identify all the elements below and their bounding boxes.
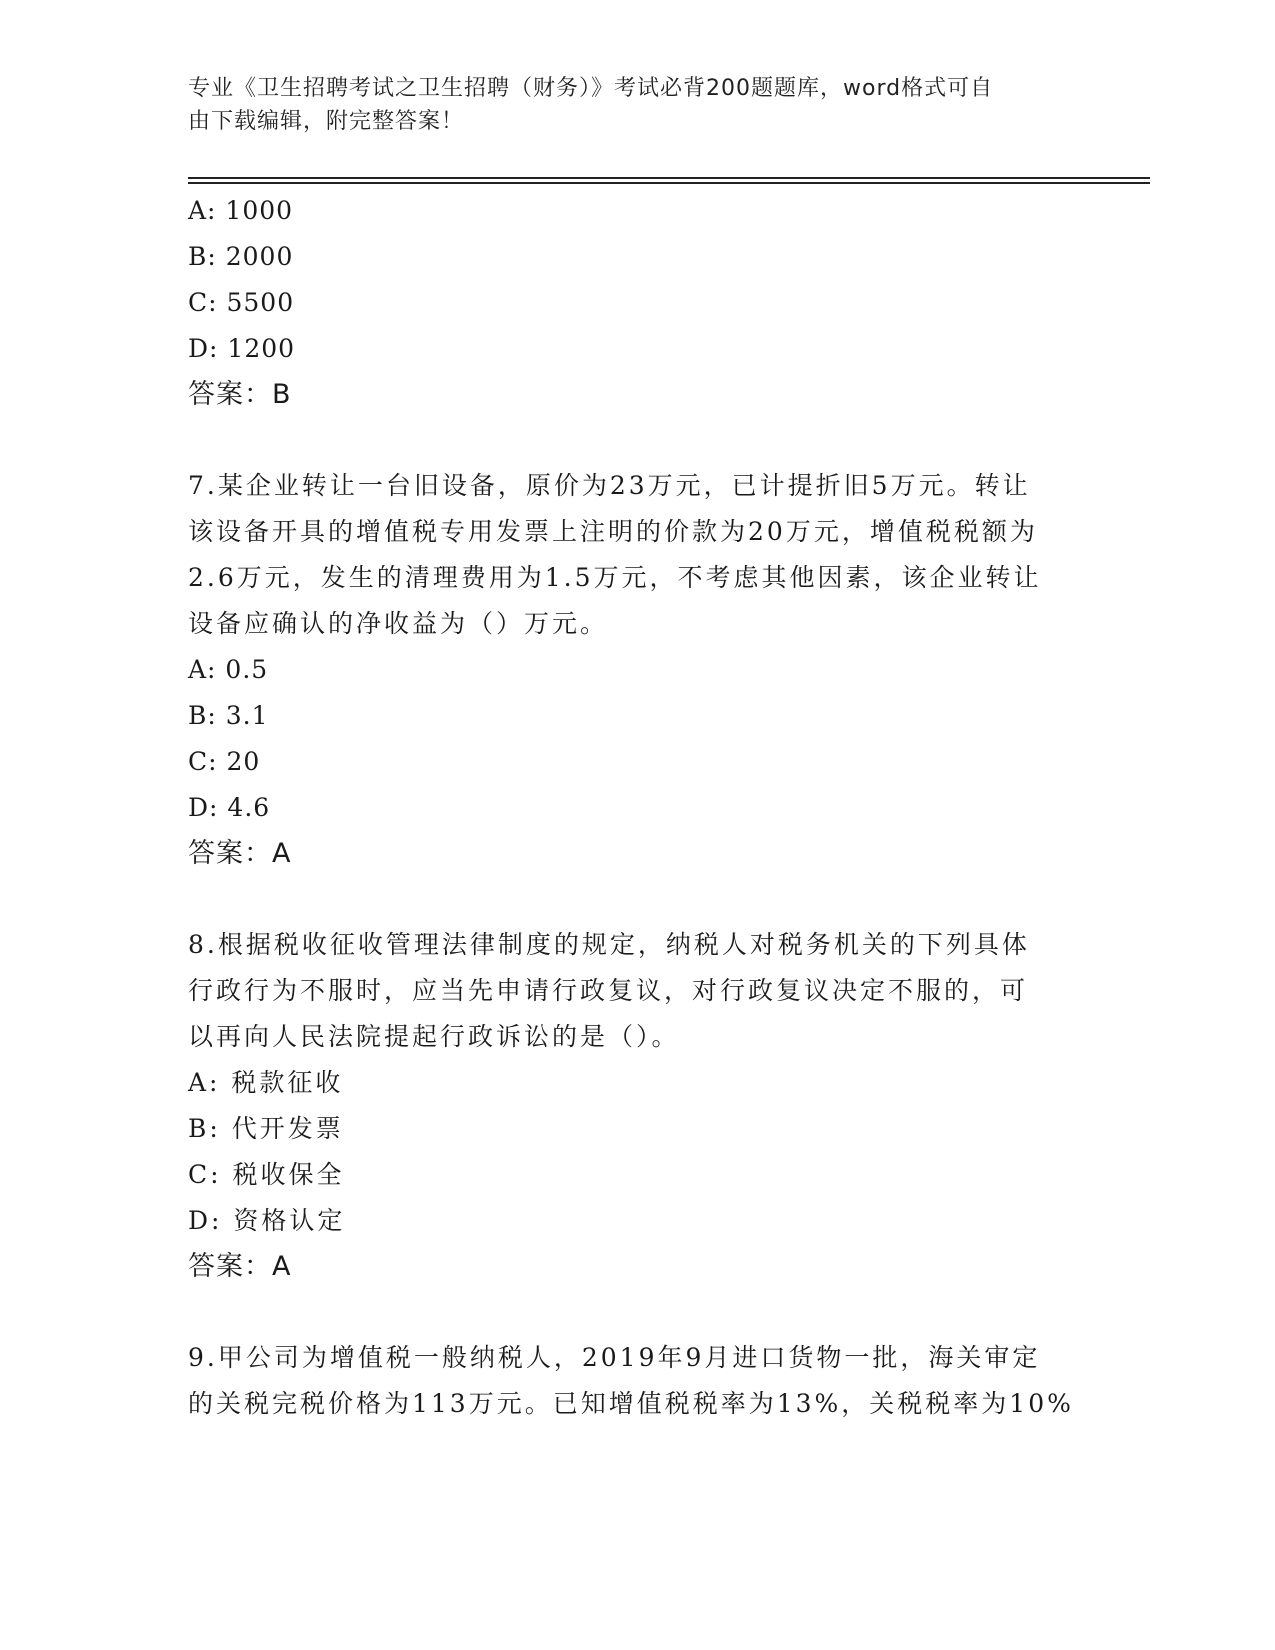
answer-label: 答案：A bbox=[188, 838, 292, 869]
option-d: D: 4.6 bbox=[188, 793, 271, 822]
header-line-1: 专业《卫生招聘考试之卫生招聘（财务）》考试必背200题题库，word格式可自 bbox=[188, 76, 994, 101]
question-text-line: 设备应确认的净收益为（）万元。 bbox=[188, 609, 609, 638]
option-d: D: 1200 bbox=[188, 334, 296, 363]
spacer bbox=[188, 418, 1068, 463]
question-8 bbox=[188, 922, 1068, 1290]
option-a: A: 1000 bbox=[188, 196, 294, 225]
option-d: D: 资格认定 bbox=[188, 1206, 346, 1235]
answer-label: 答案：A bbox=[188, 1251, 292, 1282]
option-c: C: 税收保全 bbox=[188, 1160, 345, 1189]
question-text-line: 8.根据税收征收管理法律制度的规定，纳税人对税务机关的下列具体 bbox=[188, 930, 1030, 959]
question-list bbox=[188, 188, 1074, 1427]
option-c: C: 5500 bbox=[188, 288, 295, 317]
option-c: C: 20 bbox=[188, 747, 261, 776]
option-a: A: 税款征收 bbox=[188, 1068, 344, 1097]
option-a: A: 0.5 bbox=[188, 655, 269, 684]
spacer bbox=[188, 1290, 1068, 1335]
answer-label: 答案：B bbox=[188, 379, 292, 410]
question-9 bbox=[188, 1335, 1074, 1427]
question-text-line: 7.某企业转让一台旧设备，原价为23万元，已计提折旧5万元。转让 bbox=[188, 471, 1031, 500]
question-7 bbox=[188, 463, 1068, 877]
question-text-line: 该设备开具的增值税专用发票上注明的价款为20万元，增值税税额为 bbox=[188, 517, 1038, 546]
question-text-line: 2.6万元，发生的清理费用为1.5万元，不考虑其他因素，该企业转让 bbox=[188, 563, 1042, 592]
spacer bbox=[188, 877, 1068, 922]
option-b: B: 3.1 bbox=[188, 701, 269, 730]
question-text-line: 9.甲公司为增值税一般纳税人，2019年9月进口货物一批，海关审定 bbox=[188, 1343, 1041, 1372]
option-b: B: 代开发票 bbox=[188, 1114, 344, 1143]
question-text-line: 以再向人民法院提起行政诉讼的是（）。 bbox=[188, 1022, 680, 1051]
header-rule-bottom bbox=[188, 182, 1150, 184]
question-text-line: 行政行为不服时，应当先申请行政复议，对行政复议决定不服的，可 bbox=[188, 976, 1029, 1005]
option-b: B: 2000 bbox=[188, 242, 294, 271]
question-6 bbox=[188, 188, 1068, 418]
document-header bbox=[188, 72, 1068, 138]
header-rule-top bbox=[188, 177, 1150, 179]
header-line-2: 由下载编辑，附完整答案！ bbox=[188, 109, 465, 134]
question-text-line: 的关税完税价格为113万元。已知增值税税率为13%，关税税率为10% bbox=[188, 1389, 1074, 1418]
